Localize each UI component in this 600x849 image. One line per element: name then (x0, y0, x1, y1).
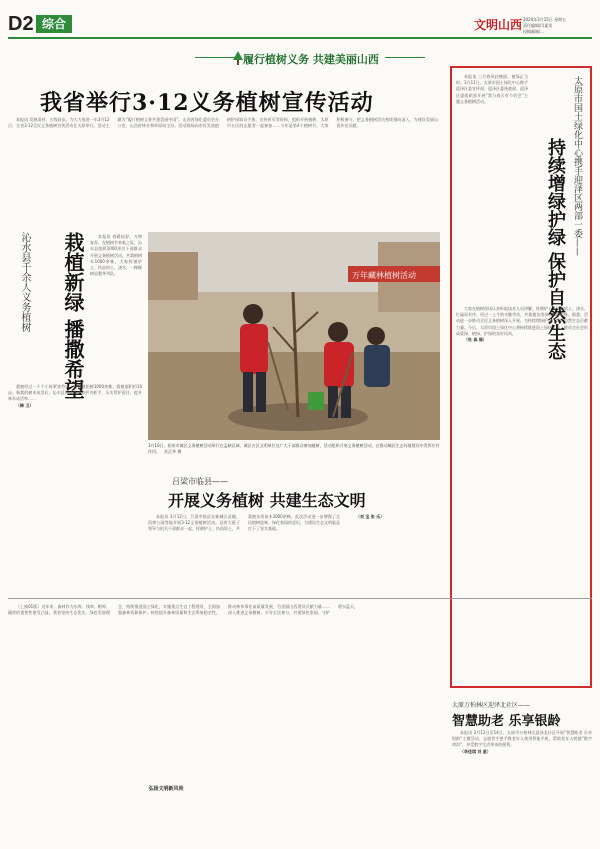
bottom-article-paragraph: （上接01版）近年来，森林作为水库、钱库、粮库、碳库的重要性愈发凸显。我省坚持生态优先、绿色发展理念，持续推进国土绿化，实施重点生态工程建设，全面加强森林资源保护，持续提升森林质量和生态系统稳定性，推动林草事业高质量发展，为美丽山西建设贡献力量……深入推进义务植树，引导全民参与，共建绿色家园，守护碧水蓝天。 (8, 604, 358, 616)
issue-line: 投稿邮箱/... (523, 29, 545, 34)
header-rule (8, 37, 592, 39)
main-article-body (8, 117, 438, 223)
left-article-kicker: 沁水县千余人义务植树 (19, 232, 30, 332)
right-article-body-top (456, 74, 528, 304)
paper-logo: 文明山西 (474, 18, 523, 32)
issue-info (523, 17, 593, 35)
issue-line: 责任编辑/闫素英 (523, 23, 553, 28)
left-article-headline: 栽植新绿 播撒希望 (61, 232, 85, 399)
issue-line: 2024年3月15日 星期五 (523, 17, 567, 22)
left-article-paragraph: 栽植经过一个个小时紧张劳动，共栽植松树1000余株，栽植面积约10亩。新栽的树木成活后，沁水县将以森林养护为抓手，压实管护责任，提升林木成活率…… (8, 384, 142, 402)
planting-scene-illustration (148, 232, 440, 440)
section-divider (8, 598, 592, 599)
second-article-paragraph: 本报讯 3月12日，吕梁市临县在新城区苗圃、西郊公园等地开展3·12义务植树活动。县四大班子领导与机关干部群众一起，挥锹铲土、扶苗培土，共栽植各类苗木3000余株。此次活动进一步增强了全民植树造林、绿化家园的意识，为建设生态文明临县打下了坚实基础。 (148, 514, 340, 532)
left-article-credit: （韩 卫） (16, 402, 34, 408)
left-article-paragraph: 本报讯 春暖轻舒，万物复苏。在植树节来临之际，沁水县组织1000余名干部群众开展义务植树活动，共栽植树木1000余株。大家挥锹铲土、扶苗培土、浇水，一棵棵树苗整齐列队。 (90, 234, 142, 277)
main-article-paragraph: 本报讯 发源清材、五级同步。为大力推进一年3月12日，全省3·12全民义务植树宣传活动在太原举行。活动主题为“履行植树义务共建美丽中国”。山西省绿化委员会办公室、山西省林业和草原局主办。活动现场向市民发放植树护绿知识手册、宣传折页等资料，组织开展植树、太原市五区的志愿者一起参加……今年是第4个植树节，大家积极参与，把义务植树活动持续推向深入，为建设美丽山西作出贡献。 (8, 117, 438, 129)
section-banner (195, 50, 425, 66)
second-article-headline: 开展义务植树 共建生态文明 (168, 491, 366, 510)
section-tag: 综合 (36, 15, 72, 33)
bottom-right-kicker: 太原万柏林区迎泽北社区—— (452, 702, 531, 709)
second-article-body (148, 514, 440, 590)
photo-banner-text: 万年藏林植树活动 (352, 271, 416, 280)
right-article-kicker: 太原市国土绿化中心携手迎泽区两部一委—— (572, 76, 582, 256)
second-article-kicker: 吕梁市临县—— (172, 477, 228, 486)
main-headline: 我省举行3·12义务植树宣传活动 (40, 90, 374, 116)
bottom-right-headline: 智慧助老 乐享银龄 (452, 714, 561, 729)
right-article-body-bottom (456, 306, 588, 684)
right-article-credit: （杜 森 福） (464, 337, 487, 343)
banner-rule-right (385, 57, 425, 58)
bottom-article-body (8, 604, 440, 844)
second-article-credit: （刘 宝 张 乐） (356, 514, 385, 519)
tree-icon (233, 51, 243, 65)
masthead (8, 10, 592, 42)
banner-text: 履行植树义务 共建美丽山西 (243, 53, 379, 66)
left-article-body-top (90, 234, 142, 382)
bottom-right-body (452, 730, 592, 842)
news-photo (148, 232, 440, 440)
banner-rule-left (195, 57, 235, 58)
left-article-body-bottom (8, 384, 142, 576)
bottom-right-paragraph: 本报讯 3月12日至14日，太原市万柏林区迎泽北社区开展“智慧助老 乐享银龄”主题活动，志愿者手把手教老年人使用智能手机，帮助老年人跨越“数字鸿沟”，享受数字生活带来的便利。 (452, 730, 592, 748)
bottom-article-subheading: 弘扬文明新风尚 (116, 784, 216, 793)
page-number: D2 (8, 13, 34, 35)
right-article-paragraph: 本报讯 三月春风轻拂面，植绿正当时。3月11日，太原市国土绿化中心携手迎泽区委宣传部、迎泽区委统战部、迎泽区委组织部开展“我与春天有个约会”主题义务植树活动。 (456, 74, 528, 104)
right-article-paragraph: 大家在植树现场认真听取技术人员讲解，挥锹铲土、扶苗培土、浇水，忙碌而有序。经过一上午的辛勤劳动，共栽植各类苗木500余株。据悉，活动进一步推动全民义务植树深入开展，为持续增绿护绿、保护自然生态贡献力量。今后，太原市国土绿化中心将持续推进国土绿化工作，推动全社会形成爱绿、植绿、护绿的良好风尚。 (456, 306, 588, 336)
right-article-headline: 持续增绿护绿 保护自然生态 (545, 138, 566, 361)
bottom-right-credit: （李佳琪 刘 星） (460, 748, 491, 754)
photo-caption: 3月10日，阳泉市城区义务植树活动举行在孟峡区域，城区古区文明单位及广大干部群众参加植树，活动组织开展义务植树活动，在推动城区生态环境建设中发挥应有作用。 苏正华 摄 (148, 443, 440, 454)
